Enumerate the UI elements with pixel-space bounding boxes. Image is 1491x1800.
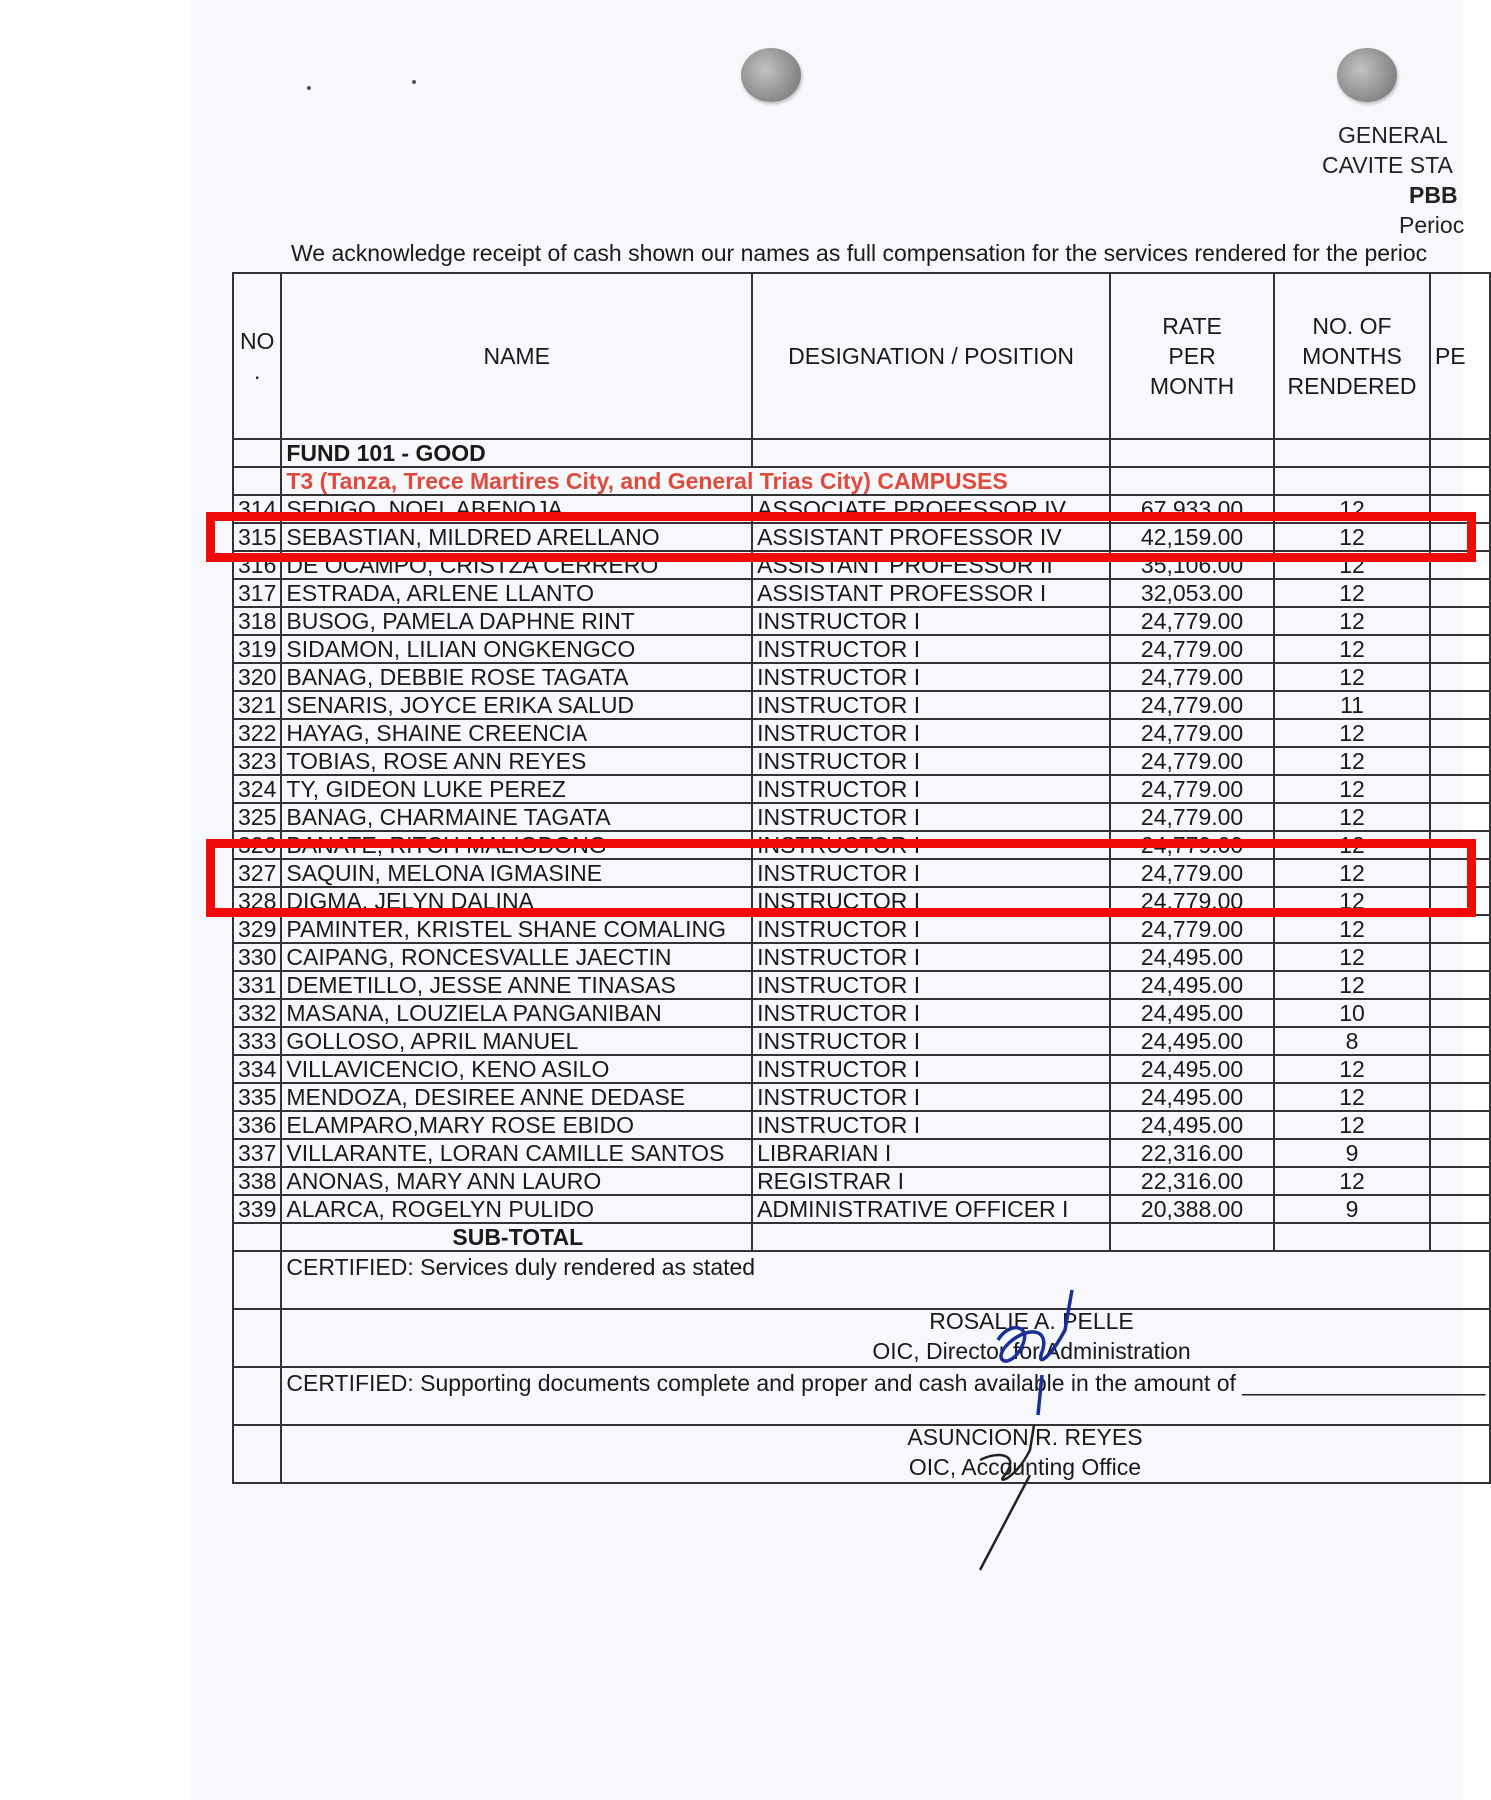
- signatory-row-2: [233, 1425, 1490, 1483]
- cell-designation: INSTRUCTOR I: [752, 887, 1110, 915]
- table-row: [233, 1139, 1490, 1167]
- table-row: [233, 719, 1490, 747]
- cell-designation: INSTRUCTOR I: [752, 831, 1110, 859]
- cell-name: DEMETILLO, JESSE ANNE TINASAS: [281, 971, 752, 999]
- table-row: [233, 579, 1490, 607]
- cell-rate: 35,106.00: [1110, 551, 1274, 579]
- cell-designation: INSTRUCTOR I: [752, 691, 1110, 719]
- cell-months: 12: [1274, 803, 1430, 831]
- cell-designation: INSTRUCTOR I: [752, 1027, 1110, 1055]
- cell-no: 319: [233, 635, 281, 663]
- payroll-page: [190, 0, 1486, 1800]
- cell-extra: [1430, 943, 1490, 971]
- cell-name: HAYAG, SHAINE CREENCIA: [281, 719, 752, 747]
- cell-designation: INSTRUCTOR I: [752, 635, 1110, 663]
- cell-months: 8: [1274, 1027, 1430, 1055]
- cell-extra: [1430, 663, 1490, 691]
- cell-rate: 24,779.00: [1110, 775, 1274, 803]
- cell-no: 339: [233, 1195, 281, 1223]
- campus-label: T3 (Tanza, Trece Martires City, and General Trias City) CAMPUSES: [281, 467, 1110, 495]
- cell-rate: 22,316.00: [1110, 1167, 1274, 1195]
- cell-no: 333: [233, 1027, 281, 1055]
- cell-months: 10: [1274, 999, 1430, 1027]
- cell-no: 322: [233, 719, 281, 747]
- fund-row: [233, 439, 1490, 467]
- col-header-no: [233, 273, 281, 439]
- cell-months: 12: [1274, 859, 1430, 887]
- cell-designation: ADMINISTRATIVE OFFICER I: [752, 1195, 1110, 1223]
- highlight-box-rows-326-327: [206, 839, 1476, 917]
- cell-extra: [1430, 719, 1490, 747]
- cell-name: VILLARANTE, LORAN CAMILLE SANTOS: [281, 1139, 752, 1167]
- punch-hole-right: [1337, 48, 1397, 102]
- table-row: [233, 1083, 1490, 1111]
- scan-margin: [0, 0, 190, 1800]
- cell-no: 315: [233, 523, 281, 551]
- table-row: [233, 1027, 1490, 1055]
- cell-designation: INSTRUCTOR I: [752, 747, 1110, 775]
- cell-no: 327: [233, 859, 281, 887]
- cell-extra: [1430, 915, 1490, 943]
- cell-extra: [1430, 607, 1490, 635]
- cell-name: SENARIS, JOYCE ERIKA SALUD: [281, 691, 752, 719]
- cell-extra: [1430, 1027, 1490, 1055]
- cell-extra: [1430, 1139, 1490, 1167]
- table-row: [233, 663, 1490, 691]
- col-header-extra: PE: [1430, 273, 1490, 439]
- cell-name: DE OCAMPO, CRISTZA CERRERO: [281, 551, 752, 579]
- col-header-no-text: NO .: [239, 328, 275, 384]
- cell-designation: INSTRUCTOR I: [752, 775, 1110, 803]
- table-row: [233, 971, 1490, 999]
- signatory-name-1: ROSALIE A. PELLE: [929, 1308, 1134, 1334]
- table-row: [233, 747, 1490, 775]
- cell-no: 332: [233, 999, 281, 1027]
- cell-months: 12: [1274, 1083, 1430, 1111]
- cell-designation: INSTRUCTOR I: [752, 943, 1110, 971]
- header-line-4: Perioc: [1399, 212, 1465, 238]
- cell-name: DIGMA, JELYN DALINA: [281, 887, 752, 915]
- cell-months: 12: [1274, 915, 1430, 943]
- cell-no: 338: [233, 1167, 281, 1195]
- table-row: [233, 1111, 1490, 1139]
- cell-months: 12: [1274, 1055, 1430, 1083]
- cell-rate: 24,779.00: [1110, 859, 1274, 887]
- cell-months: 12: [1274, 831, 1430, 859]
- cell-months: 12: [1274, 495, 1430, 523]
- table-row: [233, 999, 1490, 1027]
- cell-designation: INSTRUCTOR I: [752, 915, 1110, 943]
- speck: [307, 86, 311, 90]
- cell-rate: 24,779.00: [1110, 747, 1274, 775]
- cell-months: 12: [1274, 747, 1430, 775]
- cell-designation: INSTRUCTOR I: [752, 1055, 1110, 1083]
- cell-designation: INSTRUCTOR I: [752, 607, 1110, 635]
- cell-extra: [1430, 999, 1490, 1027]
- cell-designation: INSTRUCTOR I: [752, 999, 1110, 1027]
- cell-designation: LIBRARIAN I: [752, 1139, 1110, 1167]
- cell-extra: [1430, 635, 1490, 663]
- col-header-rate: RATE PER MONTH: [1110, 273, 1274, 439]
- cell-months: 12: [1274, 579, 1430, 607]
- cell-rate: 32,053.00: [1110, 579, 1274, 607]
- cell-extra: [1430, 1167, 1490, 1195]
- cell-designation: INSTRUCTOR I: [752, 971, 1110, 999]
- header-line-3: PBB: [1409, 182, 1458, 208]
- cell-name: ESTRADA, ARLENE LLANTO: [281, 579, 752, 607]
- cell-designation: ASSISTANT PROFESSOR II: [752, 551, 1110, 579]
- cell-rate: 24,495.00: [1110, 1027, 1274, 1055]
- cell-name: ANONAS, MARY ANN LAURO: [281, 1167, 752, 1195]
- table-row: [233, 775, 1490, 803]
- signature-pelle: [980, 1280, 1100, 1420]
- cell-extra: [1430, 1083, 1490, 1111]
- acknowledgement-text: We acknowledge receipt of cash shown our names as full compensation for the services rendered for the perioc: [291, 240, 1428, 266]
- cell-months: 11: [1274, 691, 1430, 719]
- cell-rate: 24,495.00: [1110, 971, 1274, 999]
- cell-name: ELAMPARO,MARY ROSE EBIDO: [281, 1111, 752, 1139]
- col-header-designation: DESIGNATION / POSITION: [752, 273, 1110, 439]
- cell-rate: 24,779.00: [1110, 719, 1274, 747]
- cell-months: 12: [1274, 523, 1430, 551]
- cell-no: 331: [233, 971, 281, 999]
- table-row: [233, 915, 1490, 943]
- signatory-title-1: OIC, Director for Administration: [872, 1338, 1191, 1364]
- cell-name: SIDAMON, LILIAN ONGKENGCO: [281, 635, 752, 663]
- cell-rate: 24,779.00: [1110, 803, 1274, 831]
- cell-no: 335: [233, 1083, 281, 1111]
- campus-row: [233, 467, 1490, 495]
- col-header-months: NO. OF MONTHS RENDERED: [1274, 273, 1430, 439]
- cell-designation: INSTRUCTOR I: [752, 803, 1110, 831]
- cell-no: 329: [233, 915, 281, 943]
- cell-months: 12: [1274, 943, 1430, 971]
- cell-designation: INSTRUCTOR I: [752, 719, 1110, 747]
- cell-months: 12: [1274, 635, 1430, 663]
- cell-no: 314: [233, 495, 281, 523]
- highlight-box-row-315: [206, 512, 1476, 562]
- certification-row-2: [233, 1367, 1490, 1425]
- cell-designation: REGISTRAR I: [752, 1167, 1110, 1195]
- cell-name: ALARCA, ROGELYN PULIDO: [281, 1195, 752, 1223]
- cell-name: MENDOZA, DESIREE ANNE DEDASE: [281, 1083, 752, 1111]
- cell-no: 325: [233, 803, 281, 831]
- cell-rate: 24,495.00: [1110, 1055, 1274, 1083]
- cell-months: 12: [1274, 719, 1430, 747]
- signatory-name-2: ASUNCION R. REYES: [907, 1424, 1143, 1450]
- cell-no: 336: [233, 1111, 281, 1139]
- cell-months: 12: [1274, 971, 1430, 999]
- cell-extra: [1430, 1195, 1490, 1223]
- table-row: [233, 1055, 1490, 1083]
- cell-designation: ASSISTANT PROFESSOR I: [752, 579, 1110, 607]
- signatory-title-2: OIC, Accounting Office: [908, 1454, 1142, 1480]
- cell-extra: [1430, 747, 1490, 775]
- cell-extra: [1430, 1111, 1490, 1139]
- cell-rate: 67,933.00: [1110, 495, 1274, 523]
- cell-extra: [1430, 971, 1490, 999]
- table-row: [233, 803, 1490, 831]
- subtotal-row: [233, 1223, 1490, 1251]
- cell-no: 320: [233, 663, 281, 691]
- cell-name: SEBASTIAN, MILDRED ARELLANO: [281, 523, 752, 551]
- header-line-2: CAVITE STA: [1322, 152, 1453, 178]
- cell-name: MASANA, LOUZIELA PANGANIBAN: [281, 999, 752, 1027]
- cell-months: 12: [1274, 551, 1430, 579]
- cell-months: 12: [1274, 1167, 1430, 1195]
- cell-months: 9: [1274, 1139, 1430, 1167]
- table-row: [233, 1167, 1490, 1195]
- cell-months: 12: [1274, 775, 1430, 803]
- cell-name: TY, GIDEON LUKE PEREZ: [281, 775, 752, 803]
- cell-rate: 22,316.00: [1110, 1139, 1274, 1167]
- cell-rate: 24,779.00: [1110, 607, 1274, 635]
- cell-months: 12: [1274, 1111, 1430, 1139]
- cell-rate: 42,159.00: [1110, 523, 1274, 551]
- cell-name: BANAG, CHARMAINE TAGATA: [281, 803, 752, 831]
- certification-text-1: CERTIFIED: Services duly rendered as stated: [281, 1251, 1490, 1309]
- cell-designation: ASSOCIATE PROFESSOR IV: [752, 495, 1110, 523]
- cell-no: 337: [233, 1139, 281, 1167]
- cell-name: VILLAVICENCIO, KENO ASILO: [281, 1055, 752, 1083]
- cell-rate: 24,495.00: [1110, 1083, 1274, 1111]
- cell-rate: 24,779.00: [1110, 663, 1274, 691]
- cell-rate: 24,779.00: [1110, 691, 1274, 719]
- cell-months: 12: [1274, 887, 1430, 915]
- fund-label: FUND 101 - GOOD: [281, 439, 752, 467]
- cell-extra: [1430, 691, 1490, 719]
- cell-designation: INSTRUCTOR I: [752, 859, 1110, 887]
- cell-name: BANATE, RITCH MALIGDONG: [281, 831, 752, 859]
- cell-extra: [1430, 803, 1490, 831]
- cell-name: PAMINTER, KRISTEL SHANE COMALING: [281, 915, 752, 943]
- cell-no: 317: [233, 579, 281, 607]
- cell-no: 323: [233, 747, 281, 775]
- cell-name: CAIPANG, RONCESVALLE JAECTIN: [281, 943, 752, 971]
- cell-no: 321: [233, 691, 281, 719]
- col-header-name: NAME: [281, 273, 752, 439]
- certification-text-2: CERTIFIED: Supporting documents complete and proper and cash available in the amount of ___________________: [281, 1367, 1490, 1425]
- speck: [412, 80, 416, 84]
- cell-no: 316: [233, 551, 281, 579]
- header-line-1: GENERAL: [1338, 122, 1448, 148]
- table-row: [233, 607, 1490, 635]
- table-row: [233, 635, 1490, 663]
- table-row: [233, 943, 1490, 971]
- cell-months: 12: [1274, 607, 1430, 635]
- cell-rate: 24,779.00: [1110, 831, 1274, 859]
- cell-rate: 24,779.00: [1110, 635, 1274, 663]
- cell-rate: 20,388.00: [1110, 1195, 1274, 1223]
- cell-no: 334: [233, 1055, 281, 1083]
- punch-hole-left: [741, 48, 801, 102]
- cell-designation: INSTRUCTOR I: [752, 1111, 1110, 1139]
- cell-no: 318: [233, 607, 281, 635]
- cell-designation: INSTRUCTOR I: [752, 1083, 1110, 1111]
- certification-row-1: [233, 1251, 1490, 1309]
- table-header-row: [233, 273, 1490, 439]
- subtotal-label: SUB-TOTAL: [281, 1223, 752, 1251]
- cell-name: TOBIAS, ROSE ANN REYES: [281, 747, 752, 775]
- cell-name: GOLLOSO, APRIL MANUEL: [281, 1027, 752, 1055]
- cell-no: 326: [233, 831, 281, 859]
- table-row: [233, 1195, 1490, 1223]
- cell-designation: ASSISTANT PROFESSOR IV: [752, 523, 1110, 551]
- signatory-row-1: [233, 1309, 1490, 1367]
- cell-months: 12: [1274, 663, 1430, 691]
- cell-no: 328: [233, 887, 281, 915]
- cell-extra: [1430, 775, 1490, 803]
- cell-rate: 24,495.00: [1110, 999, 1274, 1027]
- cell-months: 9: [1274, 1195, 1430, 1223]
- cell-name: BUSOG, PAMELA DAPHNE RINT: [281, 607, 752, 635]
- cell-name: BANAG, DEBBIE ROSE TAGATA: [281, 663, 752, 691]
- cell-name: SEDIGO, NOEL ABENOJA: [281, 495, 752, 523]
- cell-designation: INSTRUCTOR I: [752, 663, 1110, 691]
- cell-rate: 24,779.00: [1110, 887, 1274, 915]
- signature-reyes: [960, 1420, 1080, 1580]
- cell-rate: 24,779.00: [1110, 915, 1274, 943]
- cell-rate: 24,495.00: [1110, 943, 1274, 971]
- cell-no: 330: [233, 943, 281, 971]
- cell-rate: 24,495.00: [1110, 1111, 1274, 1139]
- cell-no: 324: [233, 775, 281, 803]
- table-row: [233, 691, 1490, 719]
- cell-extra: [1430, 579, 1490, 607]
- cell-name: SAQUIN, MELONA IGMASINE: [281, 859, 752, 887]
- cell-extra: [1430, 1055, 1490, 1083]
